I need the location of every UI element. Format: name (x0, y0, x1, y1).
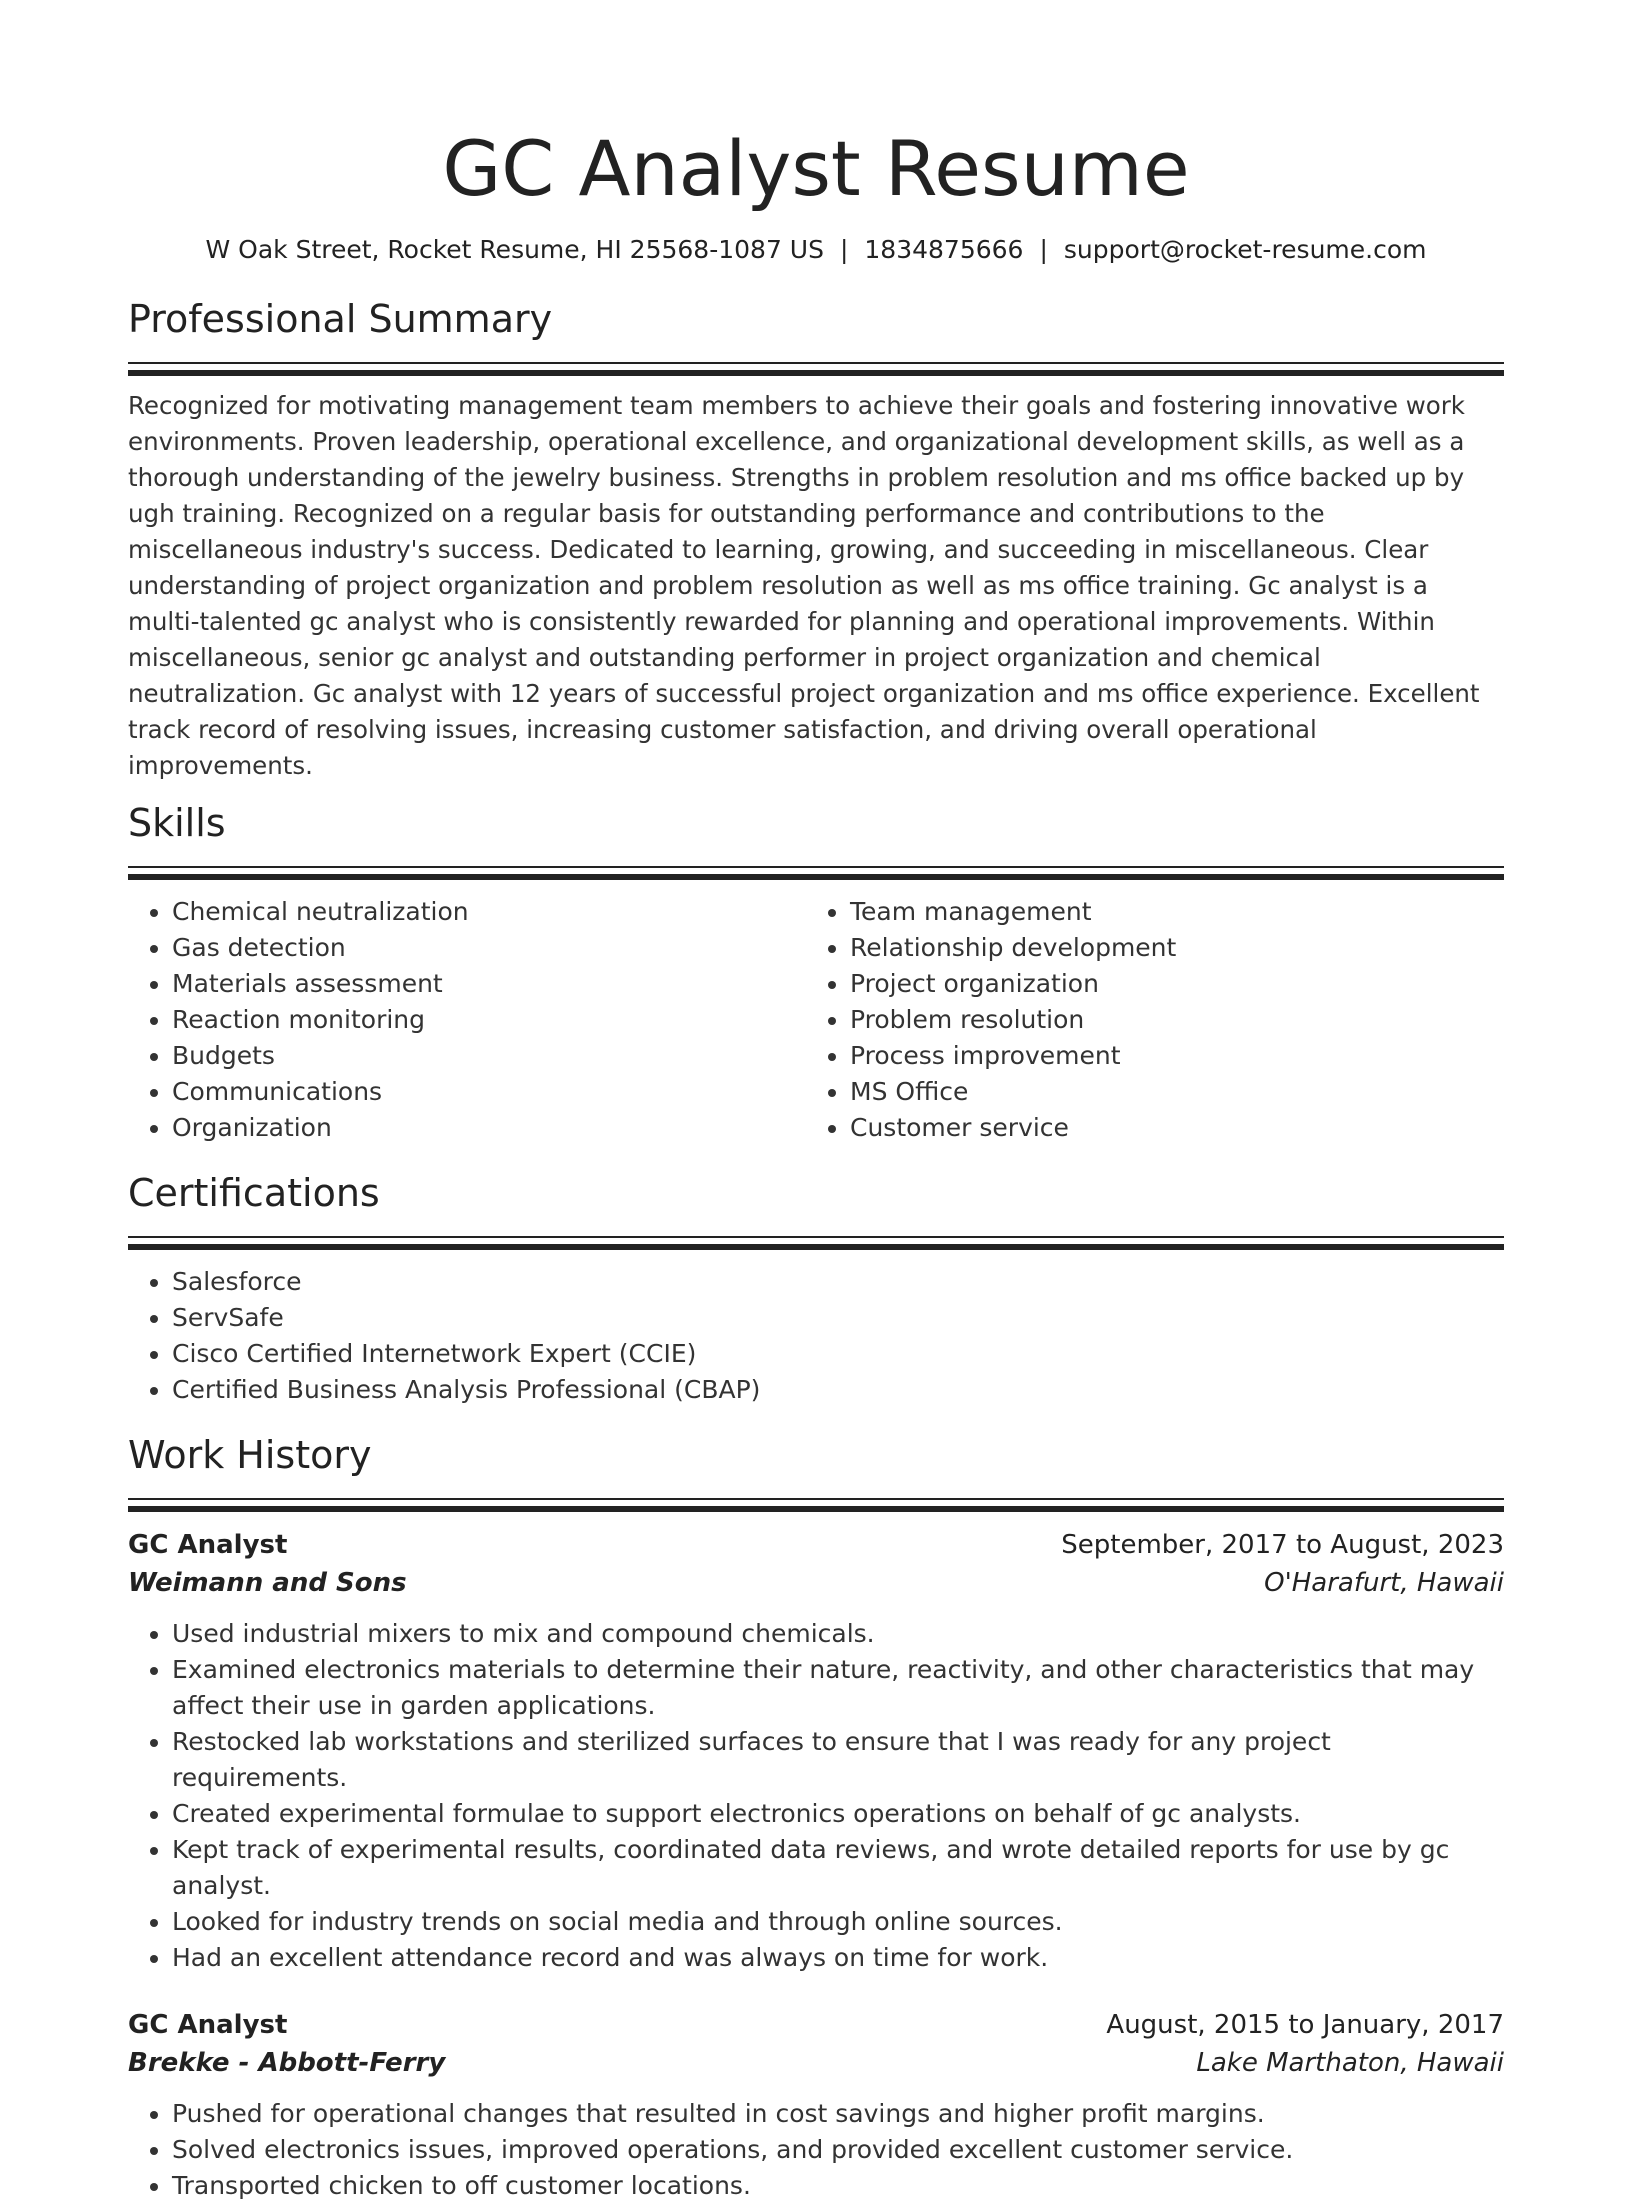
job-subheader (128, 2044, 1504, 2082)
contact-separator: | (1039, 235, 1048, 264)
skills-right-column (806, 894, 1484, 1146)
skill-item: • Project organization (850, 966, 1484, 1002)
resume-page (128, 0, 1504, 2204)
certifications-section (128, 1168, 1504, 1408)
job-bullet: • Transported chicken to off customer locations. (172, 2168, 1504, 2204)
job-bullet: • Pushed for operational changes that resulted in cost savings and higher profit margins. (172, 2096, 1504, 2132)
skills-section (128, 798, 1504, 1146)
address: W Oak Street, Rocket Resume, HI 25568-1087 US (205, 235, 824, 264)
job-bullet: • Had an excellent attendance record and was always on time for work. (172, 1940, 1504, 1976)
job-company: Brekke - Abbott-Ferry (128, 2048, 446, 2078)
phone: 1834875666 (864, 235, 1024, 264)
certification-item: • Salesforce (172, 1264, 1504, 1300)
job-bullets (128, 2096, 1504, 2204)
contact-line (128, 233, 1504, 267)
section-rule (128, 1498, 1504, 1512)
skill-item: • Materials assessment (172, 966, 806, 1002)
skills-columns (128, 894, 1504, 1146)
job-dates: September, 2017 to August, 2023 (1061, 1530, 1504, 1560)
skill-item: • Reaction monitoring (172, 1002, 806, 1038)
contact-separator: | (839, 235, 849, 264)
summary-text: Recognized for motivating management team members to achieve their goals and fostering innovative work environments. Proven leadership, operational excellence, and organizational development skills, as well as a thorough understanding of the jewelry business. Strengths in problem resolution and ms office backed up by ugh training. Recognized on a regular basis for outstanding performance and contributions to the miscellaneous industry's success. Dedicated to learning, growing, and succeeding in miscellaneous. Clear understanding of project organization and problem resolution as well as ms office training. Gc analyst is a multi-talented gc analyst who is consistently rewarded for planning and operational improvements. Within miscellaneous, senior gc analyst and outstanding performer in project organization and chemical neutralization. Gc analyst with 12 years of successful project organization and ms office experience. Excellent track record of resolving issues, increasing customer satisfaction, and driving overall operational improvements. (128, 391, 1480, 780)
section-heading: Professional Summary (128, 297, 553, 341)
certification-item: • Certified Business Analysis Professional (CBAP) (172, 1372, 1504, 1408)
job-company: Weimann and Sons (128, 1568, 407, 1598)
job-bullet: • Used industrial mixers to mix and compound chemicals. (172, 1616, 1504, 1652)
job-bullet: • Solved electronics issues, improved operations, and provided excellent customer service. (172, 2132, 1504, 2168)
skill-item: • Team management (850, 894, 1484, 930)
job-location: O'Harafurt, Hawaii (1264, 1568, 1504, 1598)
job-header (128, 2006, 1504, 2044)
skill-item: • MS Office (850, 1074, 1484, 1110)
certification-item: • ServSafe (172, 1300, 1504, 1336)
section-rule (128, 1236, 1504, 1250)
skill-item: • Chemical neutralization (172, 894, 806, 930)
job-bullet: • Restocked lab workstations and sterilized surfaces to ensure that I was ready for any project requirements. (172, 1724, 1504, 1796)
job-entry (128, 2006, 1504, 2204)
job-title: GC Analyst (128, 1530, 288, 1560)
skill-item: • Communications (172, 1074, 806, 1110)
job-header (128, 1526, 1504, 1564)
skills-left-column (128, 894, 806, 1146)
skill-item: • Organization (172, 1110, 806, 1146)
job-bullet: • Looked for industry trends on social media and through online sources. (172, 1904, 1504, 1940)
section-heading: Skills (128, 801, 226, 845)
certifications-list (128, 1264, 1504, 1408)
job-title: GC Analyst (128, 2010, 288, 2040)
skill-item: • Budgets (172, 1038, 806, 1074)
summary-section (128, 294, 1504, 784)
job-bullet: • Created experimental formulae to support electronics operations on behalf of gc analysts. (172, 1796, 1504, 1832)
skill-item: • Customer service (850, 1110, 1484, 1146)
section-heading: Certifications (128, 1171, 380, 1215)
work-history-section (128, 1430, 1504, 2204)
section-rule (128, 362, 1504, 376)
job-subheader (128, 1564, 1504, 1602)
certification-item: • Cisco Certified Internetwork Expert (CCIE) (172, 1336, 1504, 1372)
email: support@rocket-resume.com (1063, 235, 1427, 264)
resume-title: GC Analyst Resume (442, 124, 1190, 213)
job-bullet: • Examined electronics materials to determine their nature, reactivity, and other characteristics that may affect their use in garden applications. (172, 1652, 1504, 1724)
skill-item: • Problem resolution (850, 1002, 1484, 1038)
job-location: Lake Marthaton, Hawaii (1196, 2048, 1504, 2078)
skill-item: • Gas detection (172, 930, 806, 966)
skill-item: • Relationship development (850, 930, 1484, 966)
section-rule (128, 866, 1504, 880)
skill-item: • Process improvement (850, 1038, 1484, 1074)
job-bullets (128, 1616, 1504, 1976)
job-entry (128, 1526, 1504, 1976)
job-dates: August, 2015 to January, 2017 (1106, 2010, 1504, 2040)
section-heading: Work History (128, 1433, 372, 1477)
job-bullet: • Kept track of experimental results, coordinated data reviews, and wrote detailed reports for use by gc analyst. (172, 1832, 1504, 1904)
